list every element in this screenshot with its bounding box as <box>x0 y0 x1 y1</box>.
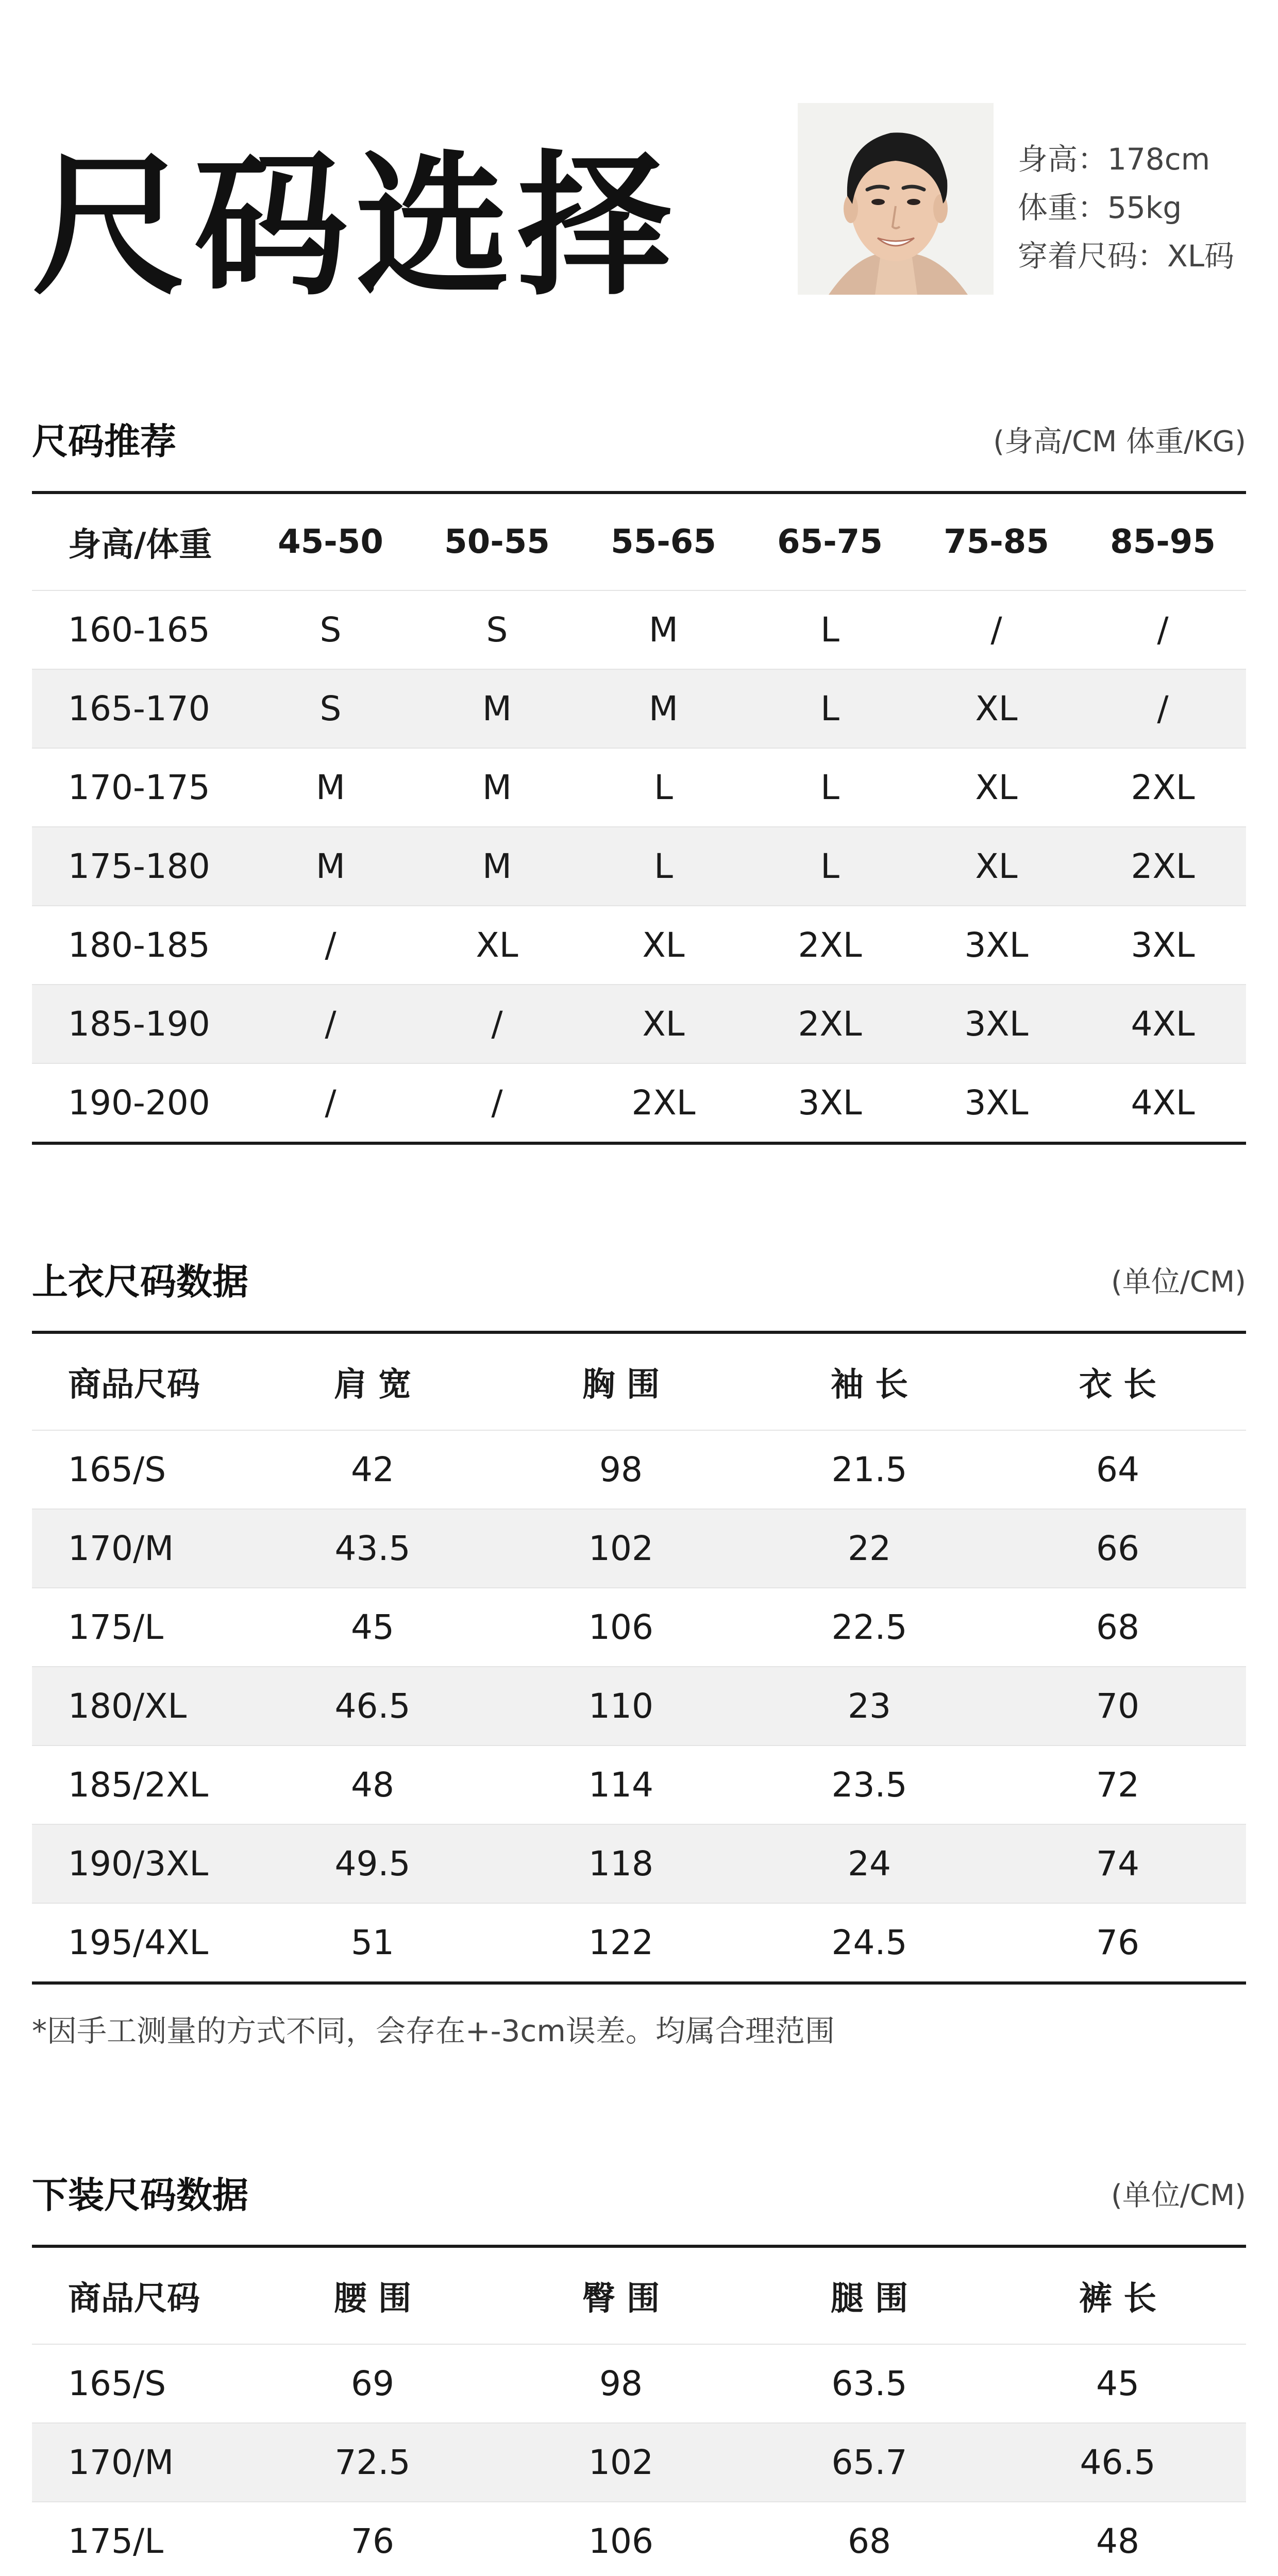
table-cell: / <box>325 1083 337 1123</box>
table-cell: L <box>820 689 839 728</box>
table-cell: / <box>325 925 337 965</box>
table-cell: / <box>1157 689 1169 728</box>
table-cell: 76 <box>351 2521 394 2561</box>
table-cell: 165/S <box>68 2364 166 2403</box>
table-cell: 65.7 <box>831 2443 907 2482</box>
table-cell: 48 <box>351 1765 394 1805</box>
table-cell: / <box>325 1004 337 1044</box>
table-row <box>32 669 1246 748</box>
table-cell: M <box>649 689 678 728</box>
table-cell: 122 <box>588 1923 653 1962</box>
table-cell: M <box>482 689 512 728</box>
table-cell: 2XL <box>798 1004 862 1044</box>
header-cell: 腿 围 <box>830 2280 909 2318</box>
table-cell: 170-175 <box>68 768 210 807</box>
table-cell: L <box>654 846 673 886</box>
table-cell: 68 <box>1096 1607 1139 1647</box>
table-cell: 3XL <box>1131 925 1195 965</box>
table-cell: XL <box>975 846 1018 886</box>
model-size: 穿着尺码：XL码 <box>1018 239 1235 274</box>
table-cell: 45 <box>351 1607 394 1647</box>
table-cell: 175/L <box>68 2521 163 2561</box>
table-cell: 68 <box>848 2521 891 2561</box>
table-cell: 2XL <box>1131 846 1195 886</box>
header-cell: 肩 宽 <box>333 1366 412 1404</box>
bottoms-size-table <box>32 2245 1246 2576</box>
table-cell: S <box>486 610 508 650</box>
table-cell: 114 <box>588 1765 653 1805</box>
table-cell: 69 <box>351 2364 394 2403</box>
table-row <box>32 748 1246 826</box>
table-cell: 46.5 <box>1080 2443 1156 2482</box>
table-row <box>32 1063 1246 1142</box>
table-cell: 2XL <box>1131 768 1195 807</box>
table-cell: 165/S <box>68 1450 166 1489</box>
table-cell: M <box>316 846 345 886</box>
recommend-section-title: 尺码推荐 <box>32 420 176 463</box>
table-cell: 74 <box>1096 1844 1139 1884</box>
table-cell: 23 <box>848 1686 891 1726</box>
table-cell: 102 <box>588 1529 653 1568</box>
table-cell: / <box>491 1004 503 1044</box>
table-cell: 165-170 <box>68 689 210 728</box>
table-cell: 110 <box>588 1686 653 1726</box>
table-cell: / <box>990 610 1002 650</box>
table-cell: L <box>820 768 839 807</box>
table-cell: 102 <box>588 2443 653 2482</box>
table-cell: S <box>320 689 342 728</box>
measurement-note: *因手工测量的方式不同，会存在+-3cm误差。均属合理范围 <box>32 2013 835 2048</box>
header-cell: 身高/体重 <box>68 526 212 564</box>
table-cell: 76 <box>1096 1923 1139 1962</box>
bottoms-section-title: 下装尺码数据 <box>32 2174 248 2216</box>
table-cell: XL <box>476 925 518 965</box>
table-cell: 106 <box>588 2521 653 2561</box>
table-cell: 160-165 <box>68 610 210 650</box>
table-cell: L <box>820 846 839 886</box>
table-cell: 72 <box>1096 1765 1139 1805</box>
size-recommend-table <box>32 491 1246 1145</box>
page-title: 尺码选择 <box>32 137 679 316</box>
table-row <box>32 1666 1246 1745</box>
table-cell: 21.5 <box>831 1450 907 1489</box>
table-cell: XL <box>975 768 1018 807</box>
table-cell: 46.5 <box>334 1686 411 1726</box>
table-body <box>32 2344 1246 2576</box>
table-row <box>32 590 1246 669</box>
tops-section-title: 上衣尺码数据 <box>32 1261 248 1303</box>
table-cell: 43.5 <box>334 1529 411 1568</box>
table-row <box>32 826 1246 905</box>
table-cell: 22.5 <box>831 1607 907 1647</box>
header-cell: 75-85 <box>944 523 1049 561</box>
header-cell: 衣 长 <box>1079 1366 1157 1404</box>
table-cell: 51 <box>351 1923 394 1962</box>
table-row <box>32 1745 1246 1824</box>
table-cell: 190-200 <box>68 1083 210 1123</box>
table-row <box>32 1509 1246 1587</box>
table-cell: 72.5 <box>334 2443 411 2482</box>
table-body <box>32 1430 1246 1981</box>
header-cell: 45-50 <box>278 523 383 561</box>
table-cell: 175-180 <box>68 846 210 886</box>
table-row <box>32 1903 1246 1981</box>
table-cell: S <box>320 610 342 650</box>
table-cell: L <box>820 610 839 650</box>
header-cell: 裤 长 <box>1079 2280 1157 2318</box>
table-cell: XL <box>642 1004 685 1044</box>
table-row <box>32 1824 1246 1903</box>
model-info <box>1018 135 1234 280</box>
table-cell: XL <box>642 925 685 965</box>
table-body <box>32 590 1246 1142</box>
table-row <box>32 1587 1246 1666</box>
table-cell: M <box>649 610 678 650</box>
table-row <box>32 1430 1246 1509</box>
table-cell: 64 <box>1096 1450 1139 1489</box>
model-height: 身高：178cm <box>1018 142 1210 177</box>
model-photo <box>798 103 994 295</box>
table-cell: 98 <box>599 2364 643 2403</box>
table-cell: M <box>482 768 512 807</box>
header-cell: 商品尺码 <box>68 2280 200 2318</box>
table-cell: XL <box>975 689 1018 728</box>
table-cell: 3XL <box>798 1083 862 1123</box>
table-cell: 4XL <box>1131 1004 1195 1044</box>
header-cell: 65-75 <box>777 523 883 561</box>
table-cell: M <box>316 768 345 807</box>
tops-size-table <box>32 1331 1246 1985</box>
header-cell: 臀 围 <box>582 2280 660 2318</box>
table-header <box>32 494 1246 590</box>
table-cell: L <box>654 768 673 807</box>
table-cell: / <box>1157 610 1169 650</box>
table-cell: 63.5 <box>831 2364 907 2403</box>
table-cell: 66 <box>1096 1529 1139 1568</box>
model-portrait-image <box>798 103 994 295</box>
table-cell: 45 <box>1096 2364 1139 2403</box>
table-cell: 170/M <box>68 2443 174 2482</box>
table-cell: 185/2XL <box>68 1765 209 1805</box>
recommend-unit: (身高/CM 体重/KG) <box>993 425 1246 459</box>
table-header <box>32 1334 1246 1430</box>
header-cell: 85-95 <box>1110 523 1216 561</box>
header-cell: 商品尺码 <box>68 1366 200 1404</box>
table-cell: 24 <box>848 1844 891 1884</box>
table-cell: 2XL <box>631 1083 696 1123</box>
model-weight: 体重：55kg <box>1018 190 1182 225</box>
table-row <box>32 2344 1246 2422</box>
table-row <box>32 2422 1246 2501</box>
bottoms-unit: (单位/CM) <box>1111 2179 1246 2212</box>
table-cell: / <box>491 1083 503 1123</box>
table-cell: 3XL <box>964 925 1029 965</box>
table-row <box>32 984 1246 1063</box>
table-cell: 180-185 <box>68 925 210 965</box>
header-cell: 袖 长 <box>830 1366 909 1404</box>
table-row <box>32 905 1246 984</box>
table-cell: 23.5 <box>831 1765 907 1805</box>
header-cell: 50-55 <box>444 523 550 561</box>
table-cell: 2XL <box>798 925 862 965</box>
table-cell: 4XL <box>1131 1083 1195 1123</box>
tops-unit: (单位/CM) <box>1111 1265 1246 1299</box>
table-cell: 106 <box>588 1607 653 1647</box>
table-cell: 42 <box>351 1450 394 1489</box>
table-cell: 48 <box>1096 2521 1139 2561</box>
table-cell: 22 <box>848 1529 891 1568</box>
table-cell: M <box>482 846 512 886</box>
table-cell: 190/3XL <box>68 1844 209 1884</box>
table-row <box>32 2501 1246 2576</box>
table-cell: 185-190 <box>68 1004 210 1044</box>
table-cell: 170/M <box>68 1529 174 1568</box>
table-cell: 49.5 <box>334 1844 411 1884</box>
table-cell: 175/L <box>68 1607 163 1647</box>
table-cell: 98 <box>599 1450 643 1489</box>
table-cell: 70 <box>1096 1686 1139 1726</box>
table-cell: 118 <box>588 1844 653 1884</box>
header-cell: 胸 围 <box>582 1366 660 1404</box>
table-cell: 195/4XL <box>68 1923 209 1962</box>
table-cell: 3XL <box>964 1083 1029 1123</box>
table-cell: 180/XL <box>68 1686 187 1726</box>
table-cell: 24.5 <box>831 1923 907 1962</box>
header-cell: 腰 围 <box>333 2280 412 2318</box>
table-header <box>32 2248 1246 2344</box>
header-cell: 55-65 <box>611 523 716 561</box>
table-cell: 3XL <box>964 1004 1029 1044</box>
